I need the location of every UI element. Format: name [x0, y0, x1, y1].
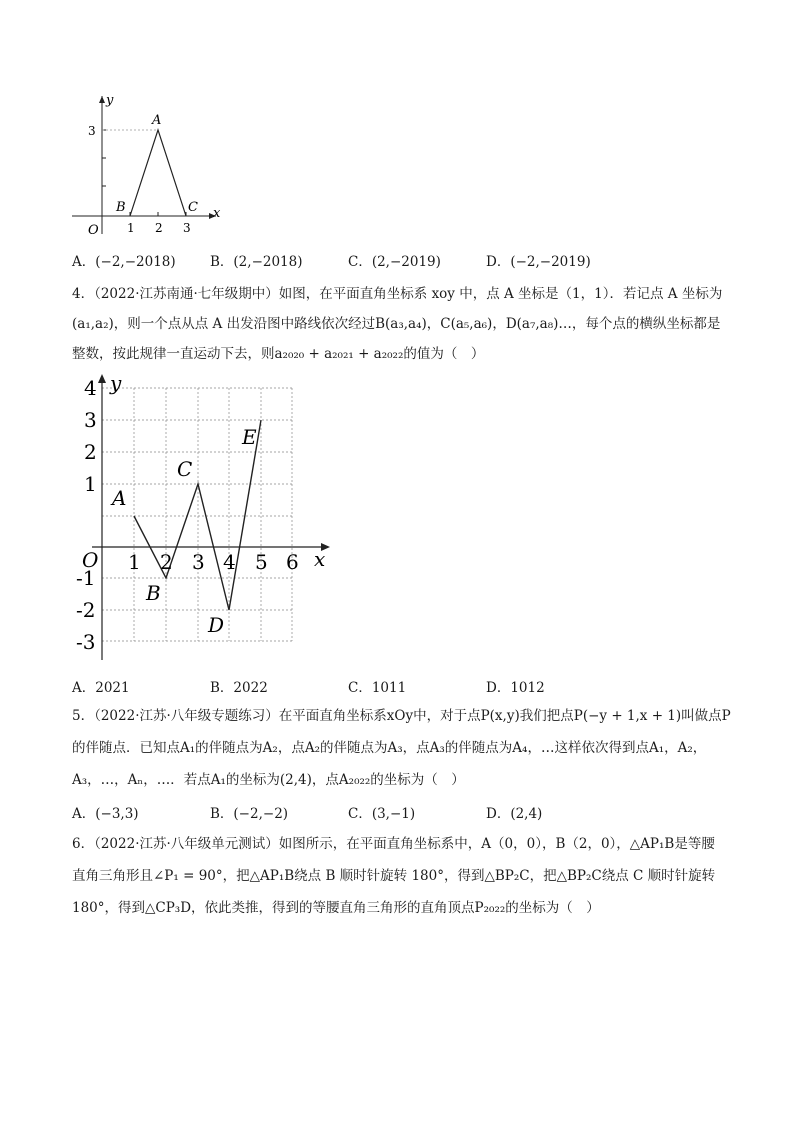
x-axis-label: x [314, 547, 326, 571]
triangle-abc [130, 130, 186, 216]
tick-label-x1: 1 [127, 221, 135, 235]
y-tick-2: 2 [84, 440, 97, 464]
q4-text-line-1: 4．（2022·江苏南通·七年级期中）如图，在平面直角坐标系 xoy 中，点 A 坐标是（1，1）．若记点 A 坐标为 [72, 286, 723, 302]
q3-options [72, 250, 732, 270]
q4-text-line-3: 整数，按此规律一直运动下去，则a₂₀₂₀ + a₂₀₂₁ + a₂₀₂₂的值为（ ） [72, 346, 485, 362]
x-tick-1: 1 [128, 550, 141, 574]
point-label-c: C [177, 457, 193, 481]
point-label-b: B [116, 200, 126, 215]
q5-option-b[interactable]: B．(−2,−2) [210, 806, 289, 822]
q6-text-line-3: 180°，得到△CP₃D，依此类推，得到的等腰直角三角形的直角顶点P₂₀₂₂的坐标为（ ） [72, 900, 600, 916]
y-axis-label: y [106, 93, 114, 108]
point-label-a: A [152, 113, 162, 128]
y-tick-1: 1 [84, 472, 97, 496]
q4-option-c[interactable]: C．1011 [348, 680, 407, 696]
x-axis-label: x [213, 206, 221, 221]
q3-option-b[interactable]: B．(2,−2018) [210, 254, 303, 270]
x-tick-6: 6 [286, 550, 299, 574]
q5-options [72, 802, 732, 822]
q4-options [72, 676, 732, 696]
y-tick-3: 3 [84, 408, 97, 432]
q4-option-d[interactable]: D．1012 [486, 680, 545, 696]
y-tick-neg1: -1 [76, 566, 96, 590]
x-tick-3: 3 [192, 550, 205, 574]
y-axis-label: y [110, 371, 122, 395]
point-label-b: B [146, 581, 161, 605]
x-tick-4: 4 [223, 550, 236, 574]
q5-option-d[interactable]: D．(2,4) [486, 806, 543, 822]
q3-option-a[interactable]: A．(−2,−2018) [72, 254, 176, 270]
tick-label-x3: 3 [183, 221, 191, 235]
q5-option-a[interactable]: A．(−3,3) [72, 806, 139, 822]
origin-label: O [82, 548, 99, 572]
y-tick-4: 4 [84, 376, 97, 400]
y-tick-neg3: -3 [76, 630, 96, 654]
y-tick-neg2: -2 [76, 598, 96, 622]
figure-triangle-abc [66, 88, 236, 244]
point-label-c: C [188, 200, 198, 215]
figure-grid-path [66, 368, 346, 668]
q5-text-line-2: 的伴随点．已知点A₁的伴随点为A₂，点A₂的伴随点为A₃，点A₃的伴随点为A₄，…这样依次得到点A₁，A₂， [72, 740, 707, 756]
q5-text-line-3: A₃，…，Aₙ，…．若点A₁的坐标为(2,4)，点A₂₀₂₂的坐标为（ ） [72, 772, 465, 788]
point-label-a: A [112, 486, 127, 510]
q4-option-b[interactable]: B．2022 [210, 680, 268, 696]
point-label-e: E [242, 425, 257, 449]
q5-text-line-1: 5．（2022·江苏·八年级专题练习）在平面直角坐标系xOy中，对于点P(x,y)我们把点P(−y + 1,x + 1)叫做点P [72, 708, 731, 724]
tick-label-x2: 2 [155, 221, 163, 235]
q3-option-c[interactable]: C．(2,−2019) [348, 254, 441, 270]
q4-text-line-2: (a₁,a₂)，则一个点从点 A 出发沿图中路线依次经过B(a₃,a₄)，C(a₅,a₆)，D(a₇,a₈)…，每个点的横纵坐标都是 [72, 316, 721, 332]
origin-label: O [88, 223, 99, 238]
q6-text-line-1: 6．（2022·江苏·八年级单元测试）如图所示，在平面直角坐标系中，A（0，0），B（2，0），△AP₁B是等腰 [72, 836, 715, 852]
point-label-d: D [208, 613, 225, 637]
grid-lines [102, 388, 292, 641]
q5-option-c[interactable]: C．(3,−1) [348, 806, 416, 822]
x-tick-2: 2 [160, 550, 173, 574]
q3-option-d[interactable]: D．(−2,−2019) [486, 254, 591, 270]
x-tick-5: 5 [255, 550, 268, 574]
tick-label-y3: 3 [88, 124, 96, 138]
q4-option-a[interactable]: A．2021 [72, 680, 130, 696]
q6-text-line-2: 直角三角形且∠P₁ = 90°，把△AP₁B绕点 B 顺时针旋转 180°，得到△BP₂C，把△BP₂C绕点 C 顺时针旋转 [72, 868, 716, 884]
